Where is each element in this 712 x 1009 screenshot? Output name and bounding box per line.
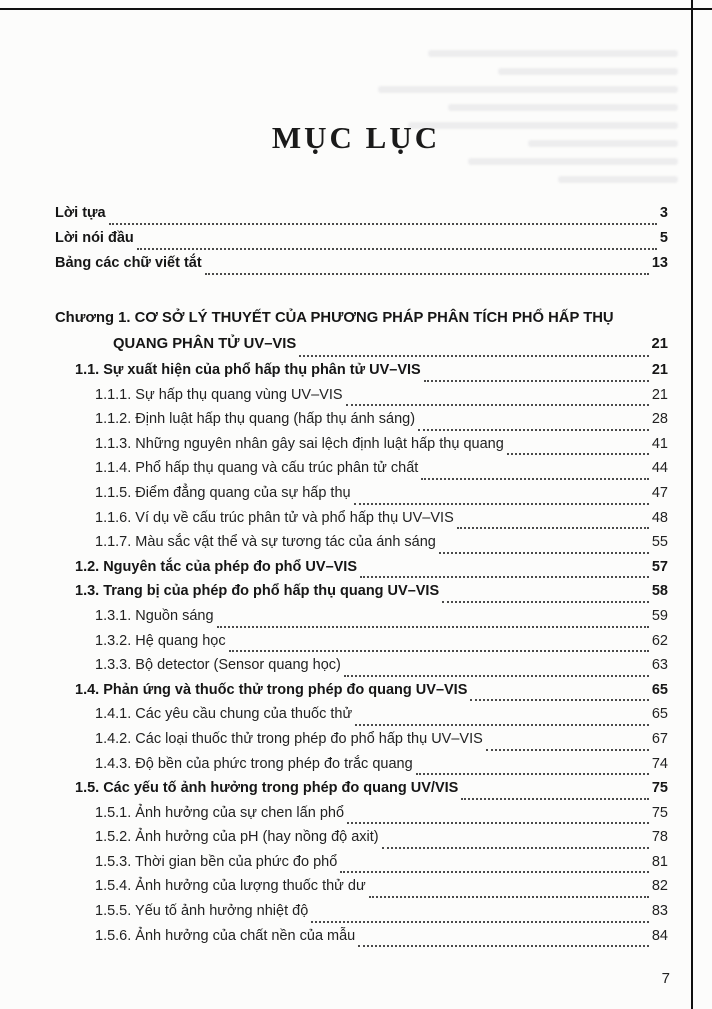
toc-entry-label: Bảng các chữ viết tắt xyxy=(55,255,202,271)
toc-entry-label: 1.5.5. Yếu tố ảnh hưởng nhiệt độ xyxy=(95,903,309,920)
toc-entry-page-number: 5 xyxy=(659,230,668,246)
dot-leader xyxy=(507,453,649,455)
toc-row xyxy=(55,731,668,756)
toc-entry-page-number: 75 xyxy=(651,804,668,821)
toc-entries-list xyxy=(55,362,668,952)
toc-entry-page-number: 82 xyxy=(651,878,668,895)
toc-row xyxy=(55,608,668,633)
toc-entry-label: 1.4.2. Các loại thuốc thử trong phép đo phổ hấp thụ UV–VIS xyxy=(95,730,483,747)
chapter-title-line1 xyxy=(55,310,668,336)
toc-entry-page-number: 63 xyxy=(651,657,668,674)
toc-entry-page-number: 83 xyxy=(651,903,668,920)
toc-entry-label: 1.1. Sự xuất hiện của phổ hấp thụ phân tử UV–VIS xyxy=(75,362,421,378)
toc-row xyxy=(55,829,668,854)
toc-entry-label: 1.1.7. Màu sắc vật thể và sự tương tác của ánh sáng xyxy=(95,534,436,551)
toc-entry-label: 1.5.1. Ảnh hưởng của sự chen lấn phổ xyxy=(95,804,345,821)
toc-entry-page-number: 3 xyxy=(659,205,668,221)
toc-row xyxy=(55,559,668,584)
toc-row xyxy=(55,230,668,255)
toc-entry-label: 1.4.3. Độ bền của phức trong phép đo trắc quang xyxy=(95,755,413,772)
chapter-heading xyxy=(55,310,668,362)
toc-entry-page-number: 84 xyxy=(651,927,668,944)
chapter-title-text: QUANG PHÂN TỬ UV–VIS xyxy=(113,336,297,352)
bleedthrough-line xyxy=(428,50,678,57)
toc-row xyxy=(55,583,668,608)
toc-entry-label: 1.4.1. Các yêu cầu chung của thuốc thử xyxy=(95,706,353,723)
toc-content xyxy=(55,205,668,952)
dot-leader xyxy=(470,699,648,701)
toc-entry-page-number: 57 xyxy=(651,558,668,575)
page-number-folio: 7 xyxy=(661,970,670,987)
toc-entry-label: 1.1.4. Phổ hấp thụ quang và cấu trúc phân tử chất xyxy=(95,460,419,477)
toc-entry-label: 1.5.2. Ảnh hưởng của pH (hay nồng độ axit) xyxy=(95,829,379,846)
page-title: MỤC LỤC xyxy=(271,120,441,155)
dot-leader xyxy=(205,273,649,275)
dot-leader xyxy=(382,847,649,849)
dot-leader xyxy=(344,675,649,677)
dot-leader xyxy=(416,773,649,775)
toc-entry-page-number: 65 xyxy=(651,681,668,698)
dot-leader xyxy=(442,601,649,603)
toc-entry-page-number: 21 xyxy=(651,386,668,403)
toc-entry-label: 1.5.4. Ảnh hưởng của lượng thuốc thử dư xyxy=(95,878,366,895)
toc-entry-label: 1.3.3. Bộ detector (Sensor quang học) xyxy=(95,657,341,674)
bleedthrough-artifact xyxy=(308,50,678,183)
toc-row xyxy=(55,387,668,412)
dot-leader xyxy=(355,724,649,726)
toc-entry-label: 1.1.2. Định luật hấp thụ quang (hấp thụ ánh sáng) xyxy=(95,411,416,428)
toc-row xyxy=(55,682,668,707)
toc-entry-page-number: 47 xyxy=(651,484,668,501)
toc-row xyxy=(55,657,668,682)
toc-row xyxy=(55,878,668,903)
toc-entry-page-number: 21 xyxy=(651,362,668,378)
dot-leader xyxy=(457,527,649,529)
dot-leader xyxy=(418,429,649,431)
toc-row xyxy=(55,854,668,879)
toc-entry-label: 1.1.3. Những nguyên nhân gây sai lệch định luật hấp thụ quang xyxy=(95,435,504,452)
front-matter-list xyxy=(55,205,668,280)
dot-leader xyxy=(340,871,649,873)
dot-leader xyxy=(137,248,657,250)
toc-row xyxy=(55,903,668,928)
toc-row xyxy=(55,436,668,461)
toc-entry-label: Lời tựa xyxy=(55,205,106,221)
toc-entry-page-number: 81 xyxy=(651,853,668,870)
toc-entry-page-number: 74 xyxy=(651,755,668,772)
dot-leader xyxy=(421,478,649,480)
dot-leader xyxy=(311,921,649,923)
toc-entry-page-number: 44 xyxy=(651,460,668,477)
toc-entry-page-number: 62 xyxy=(651,632,668,649)
toc-entry-label: 1.4. Phản ứng và thuốc thử trong phép đo quang UV–VIS xyxy=(75,681,468,698)
dot-leader xyxy=(461,798,649,800)
dot-leader xyxy=(486,749,649,751)
toc-entry-page-number: 58 xyxy=(651,583,668,600)
toc-entry-page-number: 55 xyxy=(651,534,668,551)
toc-entry-page-number: 75 xyxy=(651,780,668,797)
bleedthrough-line xyxy=(498,68,678,75)
toc-entry-page-number: 48 xyxy=(651,509,668,526)
toc-entry-page-number: 78 xyxy=(651,829,668,846)
toc-row xyxy=(55,756,668,781)
toc-row xyxy=(55,780,668,805)
dot-leader xyxy=(217,626,649,628)
toc-entry-label: Lời nói đầu xyxy=(55,230,134,246)
chapter-page-number: 21 xyxy=(651,336,668,352)
dot-leader xyxy=(346,404,649,406)
toc-entry-label: 1.1.5. Điểm đẳng quang của sự hấp thụ xyxy=(95,484,351,501)
toc-row xyxy=(55,485,668,510)
dot-leader xyxy=(358,945,649,947)
toc-entry-label: 1.3. Trang bị của phép đo phổ hấp thụ quang UV–VIS xyxy=(75,583,440,600)
toc-entry-label: 1.1.6. Ví dụ về cấu trúc phân tử và phổ hấp thụ UV–VIS xyxy=(95,509,454,526)
toc-row xyxy=(55,255,668,280)
toc-entry-page-number: 41 xyxy=(651,435,668,452)
toc-entry-label: 1.5.3. Thời gian bền của phức đo phổ xyxy=(95,853,338,870)
toc-entry-label: 1.3.1. Nguồn sáng xyxy=(95,607,214,624)
toc-entry-page-number: 65 xyxy=(651,706,668,723)
toc-entry-label: 1.5.6. Ảnh hưởng của chất nền của mẫu xyxy=(95,927,356,944)
bleedthrough-line xyxy=(448,104,678,111)
toc-row xyxy=(55,928,668,953)
dot-leader xyxy=(229,650,649,652)
page-border-top xyxy=(0,8,712,10)
dot-leader xyxy=(299,355,648,357)
toc-entry-label: 1.3.2. Hệ quang học xyxy=(95,632,226,649)
toc-row xyxy=(55,534,668,559)
toc-row xyxy=(55,805,668,830)
dot-leader xyxy=(109,223,657,225)
bleedthrough-line xyxy=(558,176,678,183)
bleedthrough-line xyxy=(378,86,678,93)
toc-entry-label: 1.5. Các yếu tố ảnh hưởng trong phép đo quang UV/VIS xyxy=(75,780,459,797)
toc-row xyxy=(55,362,668,387)
toc-entry-label: 1.2. Nguyên tắc của phép đo phổ UV–VIS xyxy=(75,558,357,575)
toc-entry-page-number: 59 xyxy=(651,607,668,624)
dot-leader xyxy=(424,380,649,382)
dot-leader xyxy=(360,576,649,578)
toc-row xyxy=(55,411,668,436)
toc-entry-page-number: 67 xyxy=(651,730,668,747)
toc-row xyxy=(55,706,668,731)
toc-row xyxy=(55,633,668,658)
bleedthrough-line xyxy=(468,158,678,165)
dot-leader xyxy=(369,896,649,898)
toc-entry-page-number: 28 xyxy=(651,411,668,428)
dot-leader xyxy=(347,822,649,824)
chapter-title-text: Chương 1. CƠ SỞ LÝ THUYẾT CỦA PHƯƠNG PHÁP PHÂN TÍCH PHỔ HẤP THỤ xyxy=(55,310,614,326)
chapter-title-line2 xyxy=(55,336,668,362)
toc-row xyxy=(55,510,668,535)
toc-row xyxy=(55,460,668,485)
toc-entry-label: 1.1.1. Sự hấp thụ quang vùng UV–VIS xyxy=(95,386,343,403)
toc-entry-page-number: 13 xyxy=(651,255,668,271)
toc-row xyxy=(55,205,668,230)
dot-leader xyxy=(354,503,649,505)
dot-leader xyxy=(439,552,649,554)
